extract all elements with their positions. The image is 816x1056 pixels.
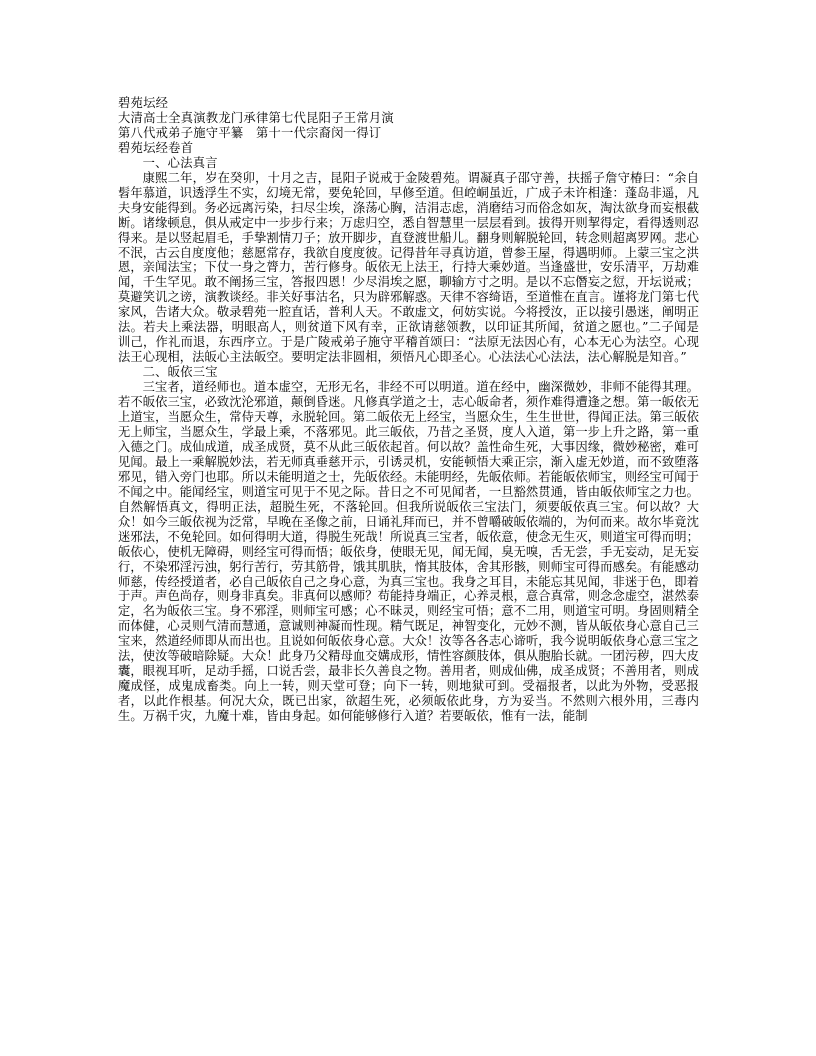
doc-title-line: 碧苑坛经 bbox=[118, 96, 169, 110]
doc-attribution-line-1: 大清高士全真演教龙门承律第七代昆阳子王常月演 bbox=[118, 110, 394, 125]
section-heading-2: 二、皈依三宝 bbox=[142, 365, 218, 380]
doc-attribution-line-2: 第八代戒弟子施守平纂 第十一代宗裔闵一得订 bbox=[118, 125, 382, 140]
doc-volume-line: 碧苑坛经卷首 bbox=[118, 140, 194, 155]
section-1-paragraph-1: 康熙二年，岁在癸卯，十月之吉，昆阳子说戒于金陵碧苑。谓凝真子邵守善，扶摇子詹守椿曰：“余自髫年慕道，识透浮生不实，幻境无常，要免轮回，早修至道。但崆峒虽近，广成子未许相逢：蓬岛非遥，凡夫身安能得到。务必远离污染，扫尽尘埃，涤荡心胸，洁涓志虑，消磨结习而俗念如灰，淘汰欲身而妄根截断。诸缘顿息，俱从戒定中一步步行来；万虑归空，悉自智慧里一层层看到。拔得开则挈得定，看得透则忍得来。是以竖起眉毛，手挚割情刀子；放开脚步，直登渡世船儿。翻身则解脱轮回，转念则超离罗网。悲心不泯，古云自度度他；慈愿常存，我欲自度度彼。记得昔年寻真访道，曾参王屋，得遇明师。上蒙三宝之洪恩，亲闻法宝；下仗一身之膂力，苦行修身。皈依无上法王，行持大乘妙道。当逢盛世，安乐清平，万劫难闻，千生罕见。敢不阐扬三宝，答报四恩！少尽涓埃之愿，聊输方寸之明。是以不忘僭妄之愆，开坛说戒；莫避笑讥之谤，演教谈经。非关好事沽名，只为辟邪解惑。天律不容绮语，至道惟在直言。谨将龙门第七代家风，告诸大众。敬录碧苑一腔直话，普利人天。不敢虚文，何妨实说。今将授汝，正以接引愚迷，阐明正法。若夫上乘法器，明眼高人，则贫道下风有幸，正欲请慈领教，以印证其所闻，贫道之愿也。”二子闻是训己，作礼而退，东西序立。于是广陵戒弟子施守平稽首颂曰：“法原无法因心有，心本无心为法空。心现法王心现相，法皈心主法皈空。要明定法非圆相，须悟凡心即圣心。心法法心心法法，法心解脱是知音。” bbox=[118, 170, 699, 365]
section-2-paragraph-1: 三宝者，道经师也。道本虚空，无形无名，非经不可以明道。道在经中，幽深微妙，非师不能得其理。若不皈依三宝，必致沈沦邪道，颠倒昏迷。凡修真学道之士，志心皈命者，须作难得遭逢之想。第一皈依无上道宝，当愿众生，常侍天尊，永脱轮回。第二皈依无上经宝，当愿众生，生生世世，得闻正法。第三皈依无上师宝，当愿众生，学最上乘，不落邪见。此三皈依，乃昔之圣贤，度人入道，第一步上升之路，第一重入德之门。成仙成道，成圣成贤，莫不从此三皈依起首。何以故？盖性命生死，大事因缘，微妙秘密，难可见闻。最上一乘解脱妙法，若无师真垂慈开示，引诱灵机，安能顿悟大乘正宗，渐入虚无妙道，而不致堕落邪见，错入旁门也耶。所以未能明道之士，先皈依经。未能明经，先皈依师。若能皈依师宝，则经宝可闻于不闻之中。能闻经宝，则道宝可见于不见之际。昔日之不可见闻者，一旦豁然贯通，皆由皈依师宝之力也。自然解悟真文，得明正法，超脱生死，不落轮回。但我所说皈依三宝法门，须要皈依真三宝。何以故？大众！如今三皈依视为泛常，早晚在圣像之前，日诵礼拜而已，并不曾嚼破皈依端的，为何而来。故尔毕竟沈迷邪法，不免轮回。如何得明大道，得脱生死哉！所说真三宝者，皈依意，使念无生灭，则道宝可得而明；皈依心，使机无障碍，则经宝可得而悟；皈依身，使眼无见，闻无闻，臭无嗅，舌无尝，手无妄动，足无妄行，不染邪淫污浊，躬行苦行，劳其筋骨，饿其肌肤，惰其肢体，舍其形骸，则师宝可得而感矣。有能感动师慈，传经授道者，必自己皈依自己之身心意，为真三宝也。我身之耳目，未能忘其见闻，非迷于色，即着于声。声色尚存，则身非真矣。非真何以感师？苟能持身端正，心养灵根，意合真常，则念念虚空，湛然泰定，名为皈依三宝。身不邪淫，则师宝可感；心不昧灵，则经宝可悟；意不二用，则道宝可明。身固则精全而体健，心灵则气清而慧通，意诚则神凝而性现。精气既足，神智变化，元妙不测，皆从皈依身心意自己三宝来，然道经师即从而出也。且说如何皈依身心意。大众！汝等各各志心谛听，我今说明皈依身心意三宝之法，使汝等破暗除疑。大众！此身乃父精母血交媾成形，情性容颜肢体，俱从胞胎长就。一团污秽，四大皮囊，眼视耳听，足动手摇，口说舌尝，最非长久善良之物。善用者，则成仙佛，成圣成贤；不善用者，则成魔成怪，成鬼成畜类。向上一转，则天堂可登；向下一转，则地狱可到。受福报者，以此为外物，受恶报者，以此作根基。何况大众，既已出家，欲超生死，必须皈依此身，方为妥当。不然则六根外用，三毒内生。万祸千灾，九魔十难，皆由身起。如何能够修行入道？若要皈依，惟有一法，能制 bbox=[118, 380, 699, 724]
document-body bbox=[118, 96, 699, 724]
section-heading-1: 一、心法真言 bbox=[142, 155, 218, 170]
